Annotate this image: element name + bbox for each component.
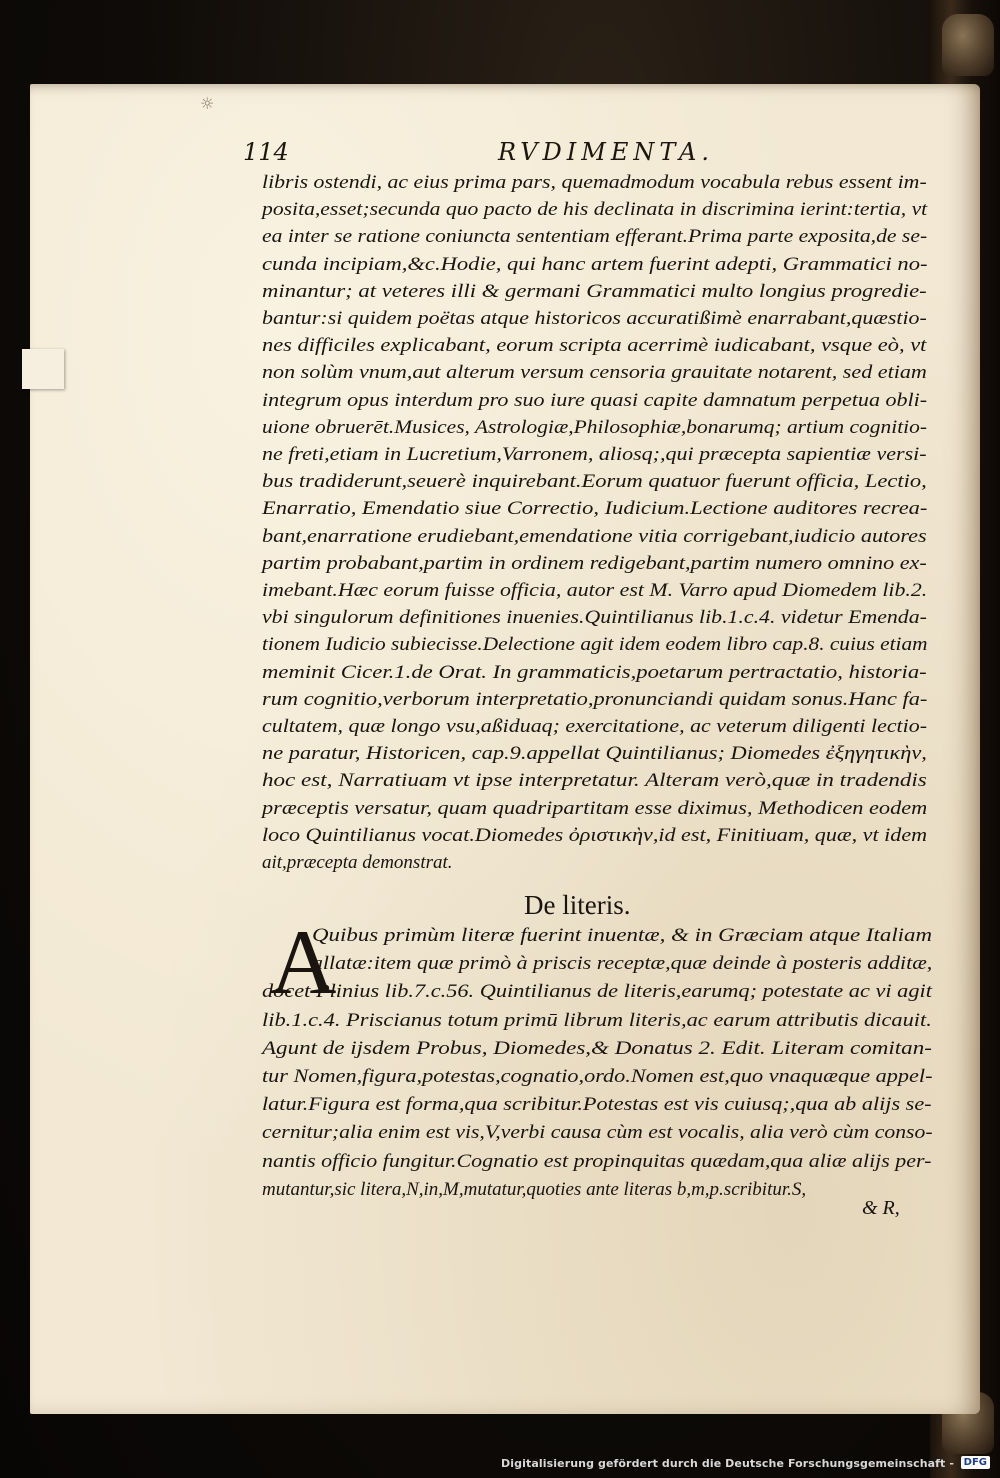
text-line: bant,enarratione erudiebant,emendatione vitia corrigebant,iudicio autores bbox=[262, 525, 927, 547]
text-line: latur.Figura est forma,qua scribitur.Potestas est vis cuiusq;,qua ab alijs se- bbox=[262, 1094, 932, 1116]
text-line: lib.1.c.4. Priscianus totum primū librum literis,ac earum attributis dicauit. bbox=[262, 1009, 932, 1031]
footer-bar bbox=[0, 1454, 994, 1476]
section-heading: De literis. bbox=[524, 890, 631, 920]
text-line: docet Plinius lib.7.c.56. Quintilianus de literis,earumq; potestate ac vi agit bbox=[262, 981, 932, 1003]
text-line: bantur:si quidem poëtas atque historicos accuratißimè enarrabant,quæstio- bbox=[262, 308, 927, 329]
ink-mark: ☼ bbox=[200, 94, 215, 113]
text-line: nes difficiles explicabant, eorum scripta acerrimè iudicabant, vsque eò, vt bbox=[262, 335, 927, 357]
text-line: ait,præcepta demonstrat. bbox=[262, 852, 453, 873]
paper-bookmark bbox=[22, 349, 64, 389]
text-line: bus tradiderunt,seuerè inquirebant.Eorum quatuor fuerunt officia, Lectio, bbox=[262, 471, 927, 493]
text-line: ne freti,etiam in Lucretium,Varronem, aliosq;,qui præcepta sapientiæ versi- bbox=[262, 444, 927, 465]
binding-clasp bbox=[942, 14, 994, 76]
text-line: allatæ:item quæ primò à priscis receptæ,quæ deinde à posteris additæ, bbox=[312, 953, 933, 975]
dfg-logo: DFG bbox=[961, 1456, 990, 1469]
text-line: nantis officio fungitur.Cognatio est propinquitas quædam,qua aliæ alijs per- bbox=[262, 1150, 932, 1172]
text-line: Enarratio, Emendatio siue Correctio, Iudicium.Lectione auditores recrea- bbox=[262, 498, 928, 520]
page-number: 114 bbox=[243, 138, 289, 166]
text-line: integrum opus interdum pro suo iure quasi capite damnatum perpetua obli- bbox=[262, 389, 928, 411]
text-line: posita,esset;secunda quo pacto de his declinata in discrimina ierint:tertia, vt bbox=[262, 199, 928, 221]
text-line: libris ostendi, ac eius prima pars, quemadmodum vocabula rebus essent im- bbox=[262, 172, 927, 193]
running-head: RVDIMENTA. bbox=[498, 138, 715, 166]
text-line: ne paratur, Historicen, cap.9.appellat Quintilianus; Diomedes ἐξηγητικὴν, bbox=[262, 743, 927, 765]
text-line: minantur; at veteres illi & germani Grammatici multo longius progredie- bbox=[262, 280, 927, 302]
text-line: uione obruerēt.Musices, Astrologiæ,Philosophiæ,bonarumq; artium cognitio- bbox=[262, 416, 927, 438]
text-line: cernitur;alia enim est vis,V,verbi causa cùm est vocalis, alia verò cùm conso- bbox=[262, 1122, 933, 1144]
text-line: partim probabant,partim in ordinem redigebant,partim numero omnino ex- bbox=[262, 552, 927, 574]
text-line: cultatem, quæ longo vsu,aßiduaq; exercitatione, ac veterum diligenti lectio- bbox=[262, 716, 928, 737]
text-line: hoc est, Narratiuam vt ipse interpretatur. Alteram verò,quæ in tradendis bbox=[262, 770, 927, 792]
text-line: mutantur,sic litera,N,in,M,mutatur,quoties ante literas b,m,p.scribitur.S, bbox=[262, 1178, 807, 1200]
text-line: præceptis versatur, quam quadripartitam esse diximus, Methodicen eodem bbox=[262, 797, 928, 819]
text-line: Agunt de ijsdem Probus, Diomedes,& Donatus 2. Edit. Literam comitan- bbox=[262, 1037, 932, 1059]
text-line: Quibus primùm literæ fuerint inuentæ, & in Græciam atque Italiam bbox=[312, 925, 933, 946]
text-line: non solùm vnum,aut alterum versum censoria grauitate notarent, sed etiam bbox=[262, 362, 927, 384]
text-line: cunda incipiam,&c.Hodie, qui hanc artem fuerint adepti, Grammatici no- bbox=[262, 253, 928, 275]
text-line: ea inter se ratione coniuncta sententiam efferant.Prima parte exposita,de se- bbox=[262, 226, 928, 248]
text-line: tionem Iudicio subiecisse.Delectione agit idem eodem libro cap.8. cuius etiam bbox=[262, 634, 928, 656]
text-line: vbi singulorum definitiones inuenies.Quintilianus lib.1.c.4. videtur Emenda- bbox=[262, 607, 927, 629]
page-header bbox=[0, 138, 1000, 172]
text-line: imebant.Hæc eorum fuisse officia, autor est M. Varro apud Diomedem lib.2. bbox=[262, 580, 928, 601]
text-line: meminit Cicer.1.de Orat. In grammaticis,poetarum pertractatio, historia- bbox=[262, 661, 927, 683]
funding-notice: Digitalisierung gefördert durch die Deutsche Forschungsgemeinschaft - bbox=[501, 1457, 954, 1470]
text-line: rum cognitio,verborum interpretatio,pronunciandi quidam sonus.Hanc fa- bbox=[262, 688, 928, 710]
catchword: & R, bbox=[862, 1197, 900, 1219]
text-line: loco Quintilianus vocat.Diomedes ὀριστικὴν,id est, Finitiuam, quæ, vt idem bbox=[262, 824, 928, 846]
text-line: tur Nomen,figura,potestas,cognatio,ordo.Nomen est,quo vnaquæque appel- bbox=[262, 1066, 933, 1087]
drop-cap-initial: A bbox=[270, 911, 337, 1013]
